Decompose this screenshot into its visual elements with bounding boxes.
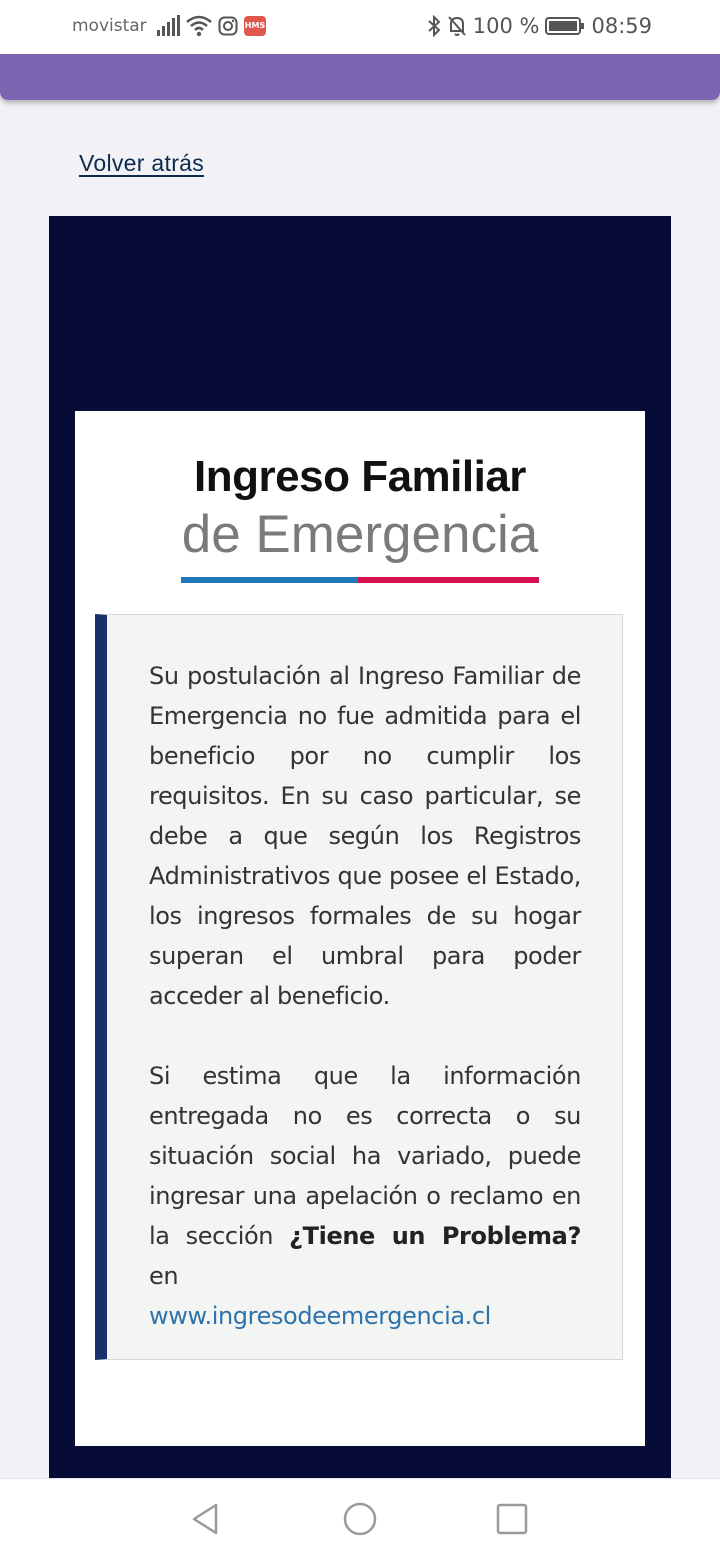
home-circle-icon[interactable] [340, 1499, 380, 1539]
logo-bar-red [358, 577, 539, 583]
back-link[interactable]: Volver atrás [79, 150, 205, 176]
hms-icon: HMS [244, 16, 266, 36]
logo-title-line1: Ingreso Familiar [194, 452, 526, 501]
clock: 08:59 [591, 14, 652, 38]
website-link[interactable]: www.ingresodeemergencia.cl [149, 1302, 491, 1330]
bell-off-icon [447, 15, 467, 37]
signal-icon [156, 15, 180, 37]
battery-icon [545, 16, 585, 36]
wifi-icon [186, 15, 212, 37]
status-right [427, 14, 652, 38]
info-message [149, 656, 581, 1336]
status-bar [0, 0, 720, 54]
message-paragraph-2-tail: en [149, 1262, 179, 1290]
battery-percent: 100 % [472, 14, 540, 38]
status-left-icons [156, 15, 266, 37]
bluetooth-icon [427, 15, 441, 37]
logo-bar-blue [181, 577, 358, 583]
message-paragraph-1: Su postulación al Ingreso Familiar de Emergencia no fue admitida para el beneficio por no cumplir los requisitos. En su caso particular, se debe a que según los Registros Administrativos que posee el Estado, los ingresos formales de su hogar superan el umbral para poder acceder al beneficio. [149, 662, 581, 1010]
system-nav-bar [0, 1478, 720, 1561]
instagram-icon [218, 16, 238, 36]
logo-title-line2: de Emergencia [181, 505, 539, 564]
recents-square-icon[interactable] [492, 1499, 532, 1539]
back-triangle-icon[interactable] [186, 1499, 226, 1539]
app-bar [0, 54, 720, 100]
message-paragraph-2-text: Si estima que la información entregada no es correcta o su situación social ha variado, puede ingresar una apelación o reclamo en la sección [149, 1062, 581, 1250]
message-paragraph-2 [149, 1056, 581, 1336]
problem-section-name: ¿Tiene un Problema? [289, 1222, 581, 1250]
carrier-label: movistar [72, 16, 147, 36]
